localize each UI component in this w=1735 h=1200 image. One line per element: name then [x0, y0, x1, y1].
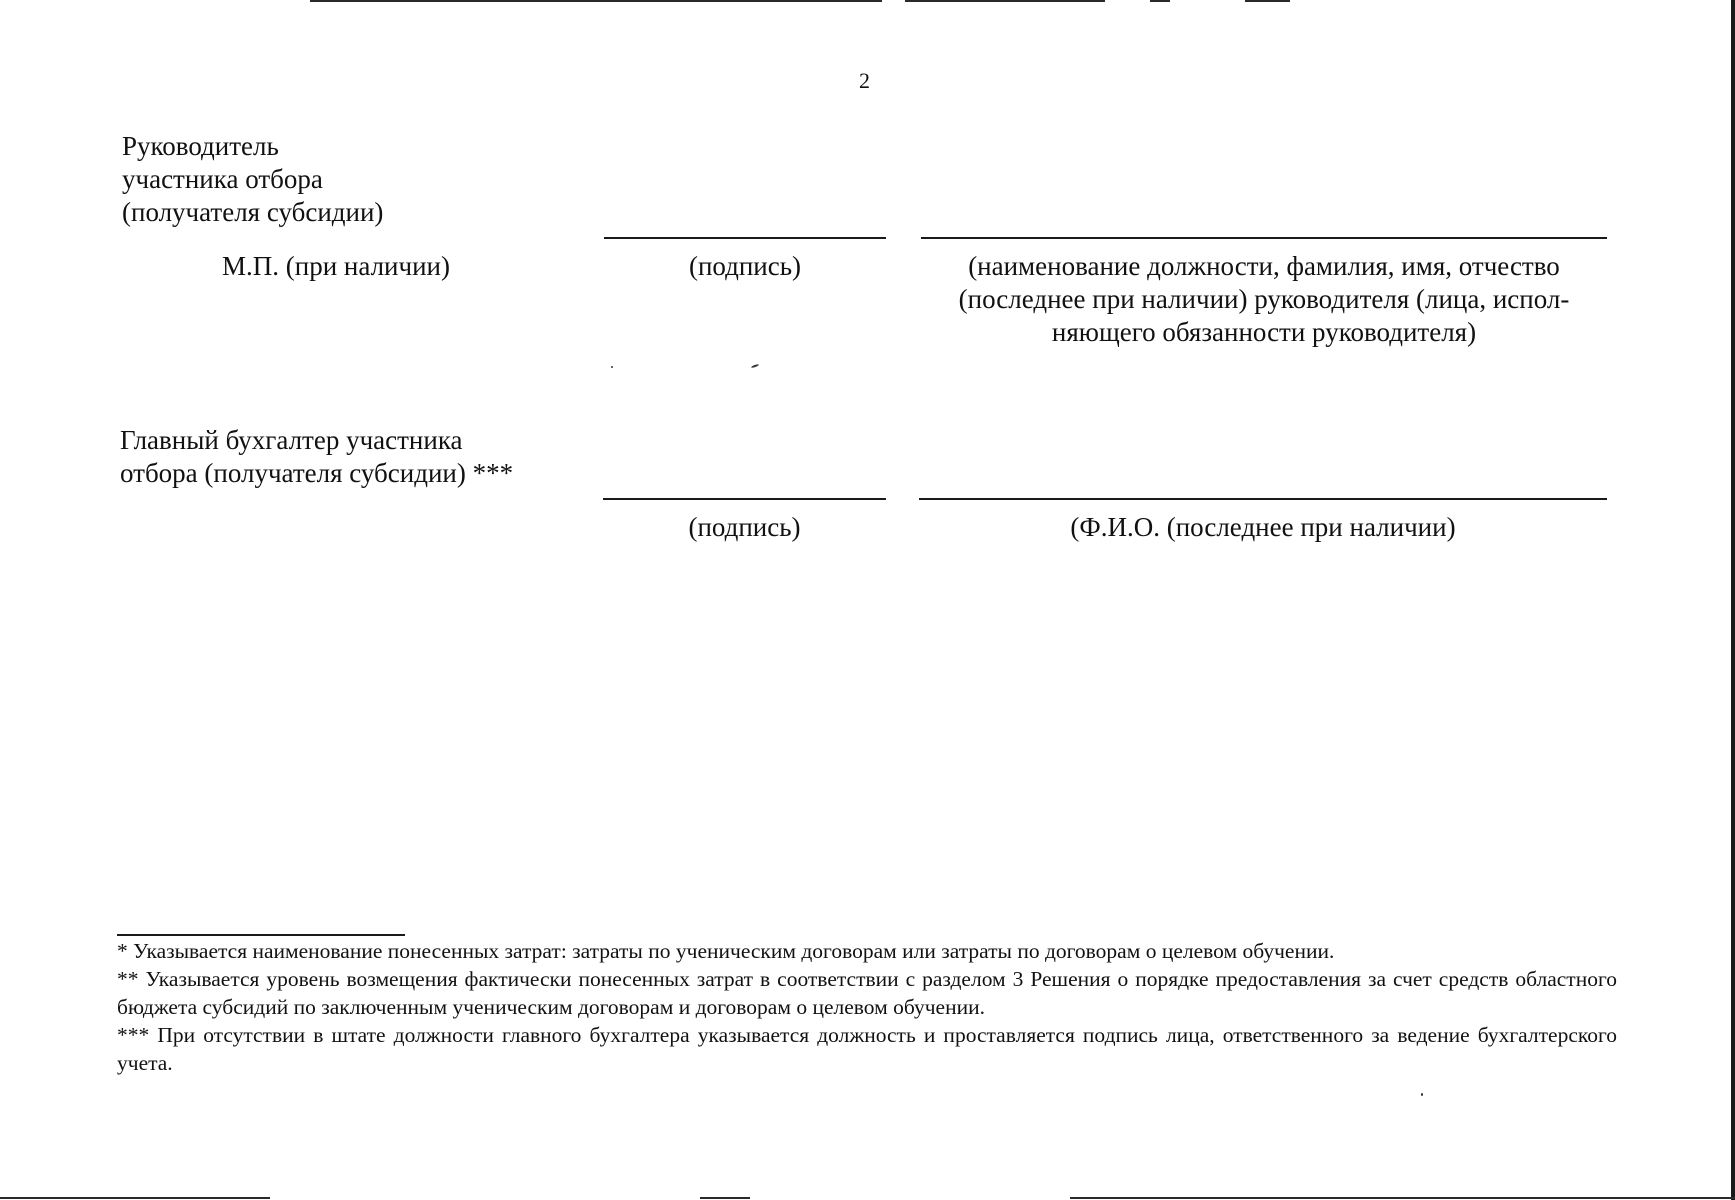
- accountant-title-line-1: Главный бухгалтер участника: [120, 425, 463, 455]
- head-title-line-1: Руководитель: [122, 131, 279, 161]
- scan-speck: [1421, 1093, 1423, 1096]
- accountant-signature-line: [603, 498, 886, 500]
- page-number: 2: [859, 68, 870, 93]
- footnote-2: ** Указывается уровень возмещения фактически понесенных затрат в соответствии с разделом 3 Решения о порядке предоставления за счет средств областного бюджета субсидий по заключенным ученическим договорам и договорам о целевом обучении.: [117, 967, 1617, 1019]
- scan-edge-bottom: [0, 1197, 270, 1199]
- accountant-title-line-2: отбора (получателя субсидии) ***: [120, 458, 514, 488]
- accountant-name-caption: (Ф.И.О. (последнее при наличии): [1070, 512, 1456, 542]
- footnote-separator: [117, 934, 405, 936]
- head-title-line-3: (получателя субсидии): [122, 197, 384, 227]
- head-signature-caption: (подпись): [688, 251, 802, 281]
- scan-edge-bottom: [700, 1197, 750, 1199]
- head-name-caption-line-1: (наименование должности, фамилия, имя, отчество: [968, 251, 1560, 281]
- head-name-caption-line-2: (последнее при наличии) руководителя (лица, испол-: [958, 284, 1570, 314]
- footnote-3: *** При отсутствии в штате должности главного бухгалтера указывается должность и проставляется подпись лица, ответственного за ведение бухгалтерского учета.: [117, 1023, 1617, 1075]
- scan-edge-top: [905, 0, 1105, 2]
- accountant-name-line: [919, 498, 1607, 500]
- head-name-line: [921, 237, 1607, 239]
- head-title-line-2: участника отбора: [122, 164, 323, 194]
- scan-speck: [751, 364, 759, 369]
- head-name-caption-line-3: няющего обязанности руководителя): [1051, 317, 1477, 347]
- head-signature-line: [604, 237, 886, 239]
- accountant-signature-caption: (подпись): [688, 512, 801, 542]
- scan-speck: [611, 366, 613, 368]
- footnote-1: * Указывается наименование понесенных затрат: затраты по ученическим договорам или затраты по договорам о целевом обучении.: [117, 939, 1335, 963]
- scan-edge-top: [1245, 0, 1290, 2]
- scan-edge-top: [1150, 0, 1170, 2]
- stamp-label: М.П. (при наличии): [222, 251, 450, 281]
- scan-edge-top: [310, 0, 882, 2]
- scan-edge-bottom: [1070, 1197, 1735, 1199]
- page-edge: [1731, 0, 1735, 1200]
- footnotes: [117, 937, 1617, 1077]
